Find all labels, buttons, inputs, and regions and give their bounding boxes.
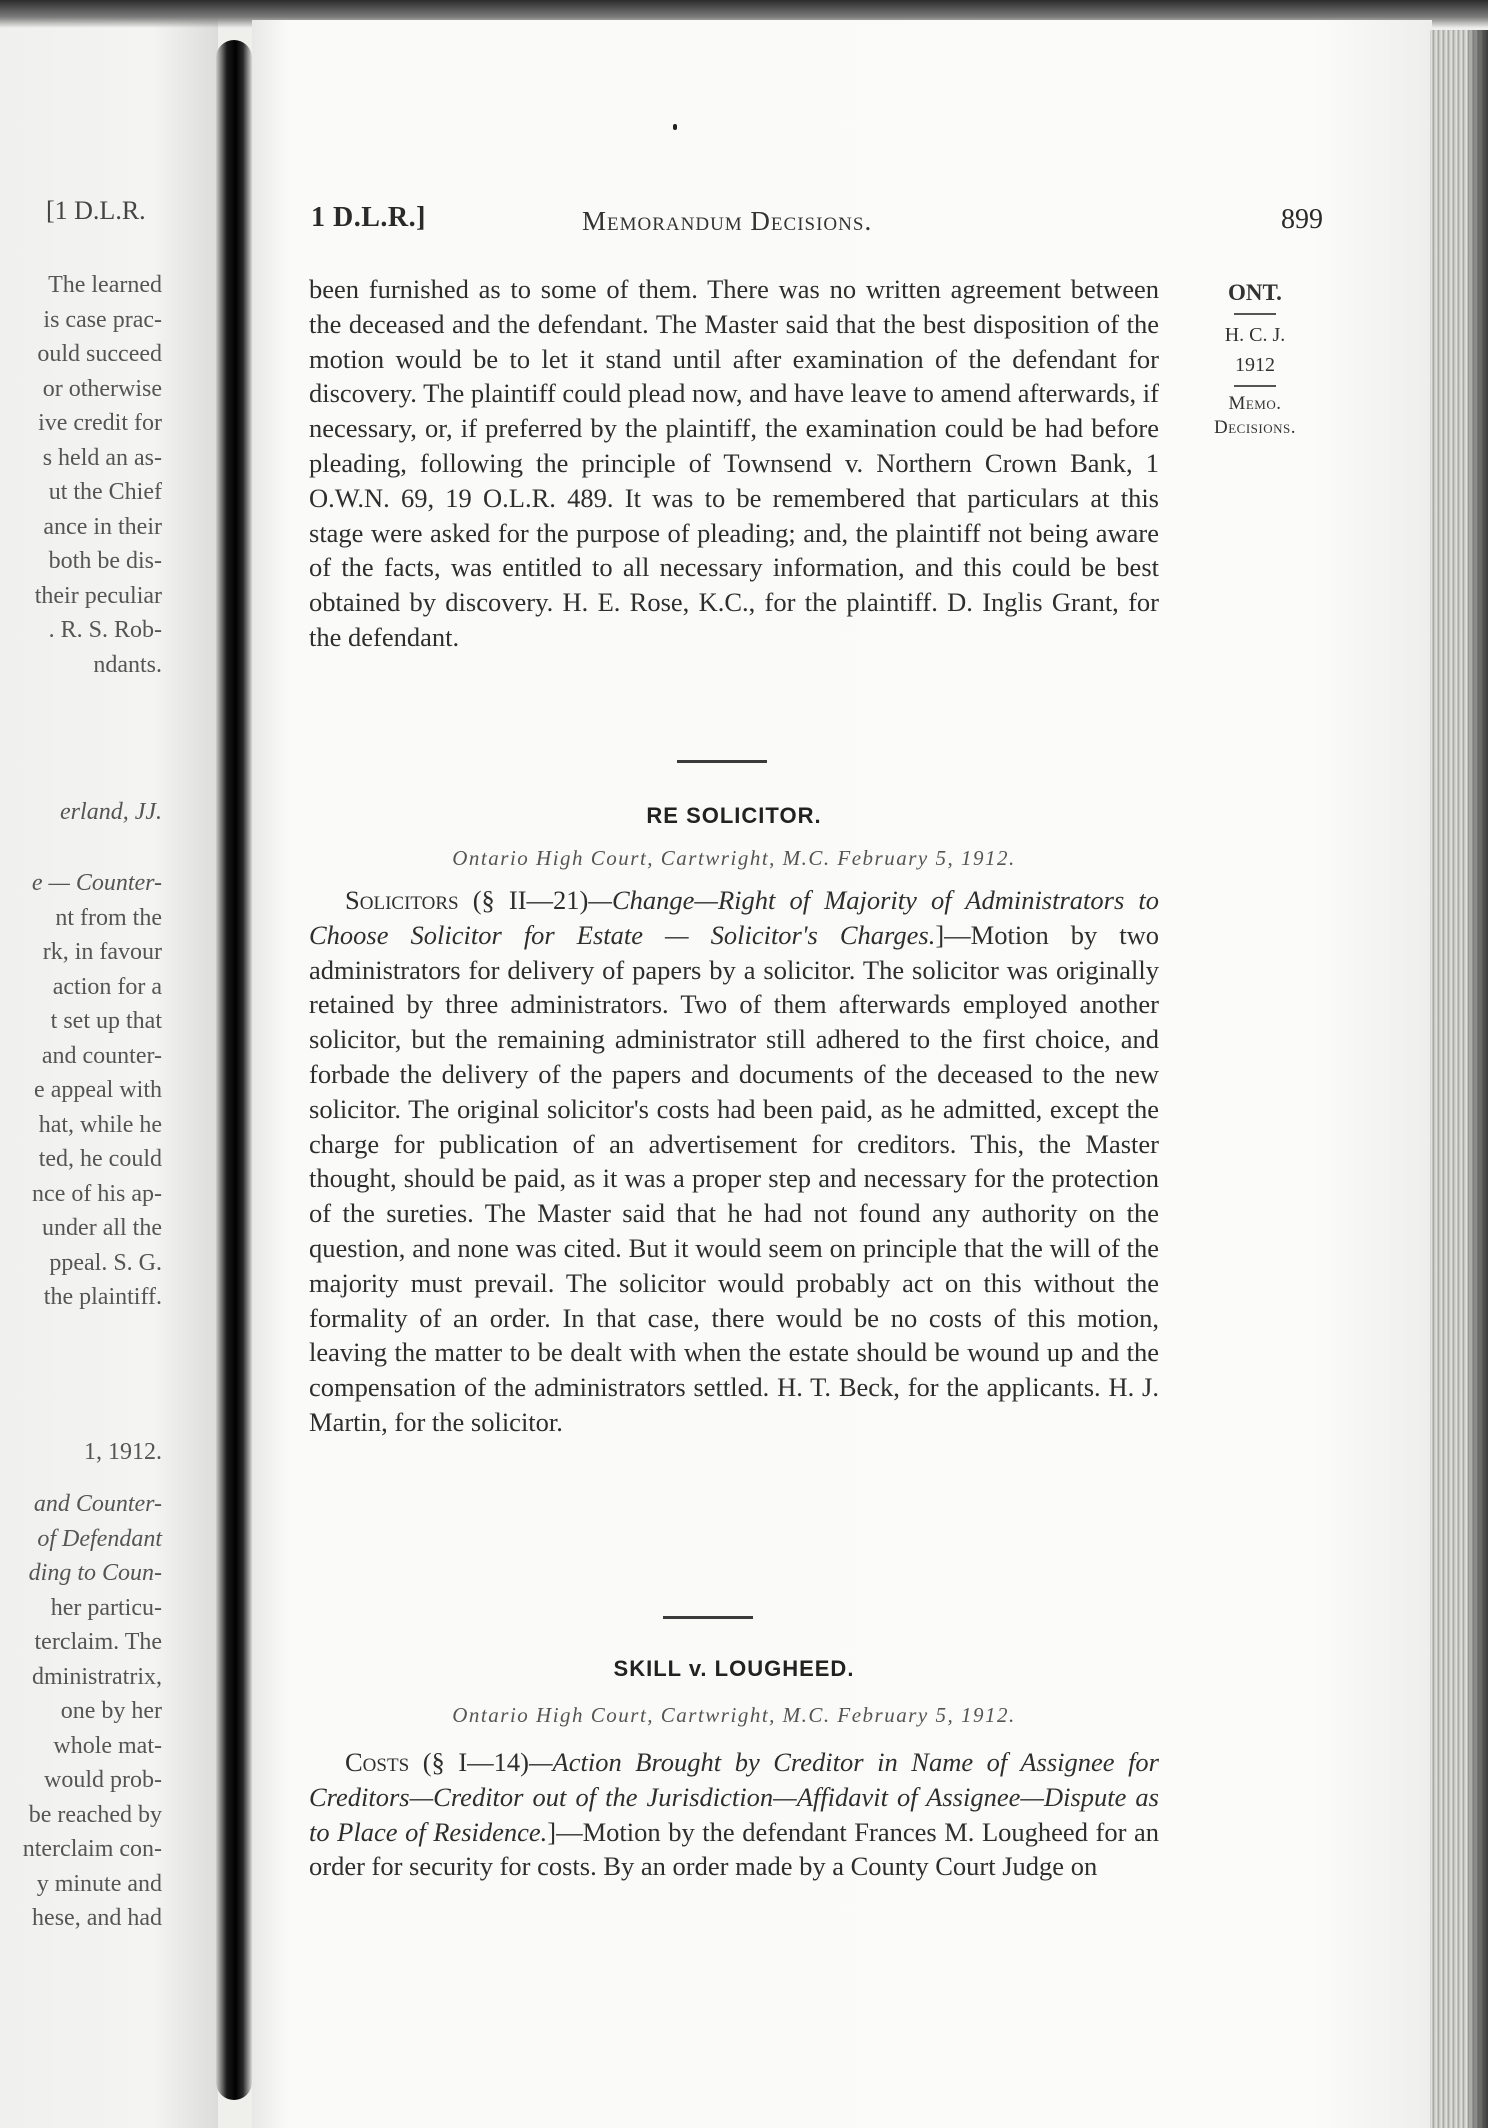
left-page-line: would prob- (44, 1767, 162, 1793)
left-page-line: their peculiar (34, 582, 162, 609)
left-page-line: The learned (48, 272, 162, 298)
left-page-line: dministratrix, (32, 1663, 162, 1690)
left-page-line: both be dis- (48, 548, 162, 574)
left-page-line: be reached by (28, 1801, 162, 1828)
left-page-line: ut the Chief (48, 479, 162, 505)
case-body: ]—Motion by two administrators for delivery of papers by a solicitor. The solicitor was originally retained by three administrators. Two of them afterwards employed another solicitor, but the remaining administrator still adhered to the first choice, and forbade the delivery of the papers and documents of the deceased to the new solicitor. The original solicitor's costs had been paid, as he admitted, except the charge for publication of an advertisement for creditors. This, the Master thought, should be paid, as it was a proper step and necessary for the protection of the sureties. The Master said that he had not found any authority on the question, and none was cited. But it would seem on principle that the will of the majority must prevail. The solicitor would probably act on this without the formality of an order. In that case, there would be no costs of this motion, leaving the matter to be dealt with when the estate should be wound up and the compensation of the administrators settled. H. T. Beck, for the applicants. H. J. Martin, for the solicitor. (309, 919, 1159, 1437)
left-page-line: nce of his ap- (32, 1180, 162, 1207)
case-title-re-solicitor: RE SOLICITOR. (646, 803, 822, 828)
left-page-line: hat, while he (38, 1111, 162, 1138)
headnote-section: (§ II—21) (472, 885, 589, 915)
margin-decisions: Decisions. (1214, 417, 1296, 438)
section-separator (677, 760, 767, 763)
left-page-line: and counter- (41, 1042, 162, 1069)
left-page-line: hese, and had (32, 1905, 162, 1931)
case-court-line: Ontario High Court, Cartwright, M.C. February 5, 1912. (452, 846, 1016, 870)
margin-court: H. C. J. (1224, 324, 1286, 346)
left-page-line: and Counter- (33, 1491, 162, 1517)
left-page-line: ppeal. S. G. (49, 1249, 162, 1276)
section-separator (663, 1616, 753, 1619)
left-page-line: of Defendant (37, 1525, 162, 1552)
left-page-line: ould succeed (37, 341, 162, 367)
volume-header: 1 D.L.R.] (311, 202, 426, 233)
left-page-line: y minute and (36, 1870, 162, 1897)
left-page-line: or otherwise (42, 375, 162, 402)
headnote-subject: Costs (345, 1747, 410, 1777)
left-page-line: nt from the (55, 904, 162, 931)
left-page-line: under all the (42, 1215, 162, 1241)
left-page-line: ding to Coun- (28, 1560, 162, 1586)
left-page-line: e appeal with (34, 1077, 162, 1103)
case-court-line: Ontario High Court, Cartwright, M.C. February 5, 1912. (452, 1703, 1016, 1727)
left-page-line: s held an as- (42, 444, 162, 471)
left-page-line: t set up that (50, 1008, 162, 1034)
left-page-line: e — Counter- (31, 870, 162, 896)
page-number: 899 (1281, 204, 1323, 235)
case-paragraph-skill-v-lougheed (309, 1745, 1159, 1884)
headnote-subject: Solicitors (345, 885, 459, 915)
left-page-line: terclaim. The (34, 1629, 162, 1655)
case-body: ]—Motion by the defendant Frances M. Lougheed for an order for security for costs. By an order made by a County Court Judge on (309, 1816, 1159, 1882)
left-page-line: action for a (52, 973, 162, 1000)
left-page-line: . R. S. Rob- (48, 617, 162, 643)
left-page-line: the plaintiff. (43, 1284, 162, 1310)
margin-memo: Memo. (1228, 393, 1282, 414)
case-title-skill-v-lougheed: SKILL v. LOUGHEED. (613, 1656, 855, 1681)
left-page-line: one by her (60, 1698, 162, 1724)
left-page-date-fragment: 1, 1912. (84, 1439, 162, 1465)
left-page-line: ive credit for (38, 410, 162, 436)
left-page-line: ted, he could (38, 1146, 162, 1172)
page-fore-edge (1430, 30, 1488, 2128)
margin-note (1190, 278, 1320, 440)
left-page-line: rk, in favour (42, 939, 162, 965)
running-title: Memorandum Decisions. (582, 206, 873, 236)
speck (673, 124, 677, 130)
left-page-line: is case prac- (43, 306, 162, 333)
margin-province: ONT. (1228, 280, 1282, 305)
left-page-header: [1 D.L.R. (46, 196, 146, 225)
left-page-line: ance in their (43, 513, 162, 540)
book-gutter (216, 40, 252, 2100)
case-paragraph-re-solicitor (309, 883, 1159, 1440)
margin-rule (1234, 385, 1276, 387)
left-page-line: nterclaim con- (22, 1836, 162, 1862)
continued-paragraph: been furnished as to some of them. There was no written agreement between the deceased and the defendant. The Master said that the best disposition of the motion would be to let it stand until after examination of the defendant for discovery. The plaintiff could plead now, and have leave to amend afterwards, if necessary, or, if preferred by the plaintiff, the examination could be had before pleading, following the principle of Townsend v. Northern Crown Bank, 1 O.W.N. 69, 19 O.L.R. 489. It was to be remembered that particulars at this stage were asked for the purpose of pleading; and, the plaintiff not being aware of the facts, was entitled to all necessary information, and this could be best obtained by discovery. H. E. Rose, K.C., for the plaintiff. D. Inglis Grant, for the defendant. (309, 274, 1159, 652)
headnote-section: (§ I—14) (422, 1747, 529, 1777)
headnote-text: —Action Brought by Creditor in Name of Assignee for Creditors—Creditor out of the Jurisdiction—Affidavit of Assignee—Dispute as to Place of Residence. (309, 1747, 1160, 1847)
left-page-fragment (0, 0, 218, 2128)
left-page-line: whole mat- (53, 1732, 162, 1759)
left-page-line: ndants. (93, 651, 162, 678)
left-page-court-fragment: erland, JJ. (60, 799, 162, 825)
margin-rule (1234, 313, 1276, 315)
left-page-line: her particu- (50, 1594, 162, 1621)
margin-year: 1912 (1235, 354, 1275, 376)
headnote-text: —Change—Right of Majority of Administrators to Choose Solicitor for Estate — Solicitor's Charges. (309, 885, 1159, 950)
